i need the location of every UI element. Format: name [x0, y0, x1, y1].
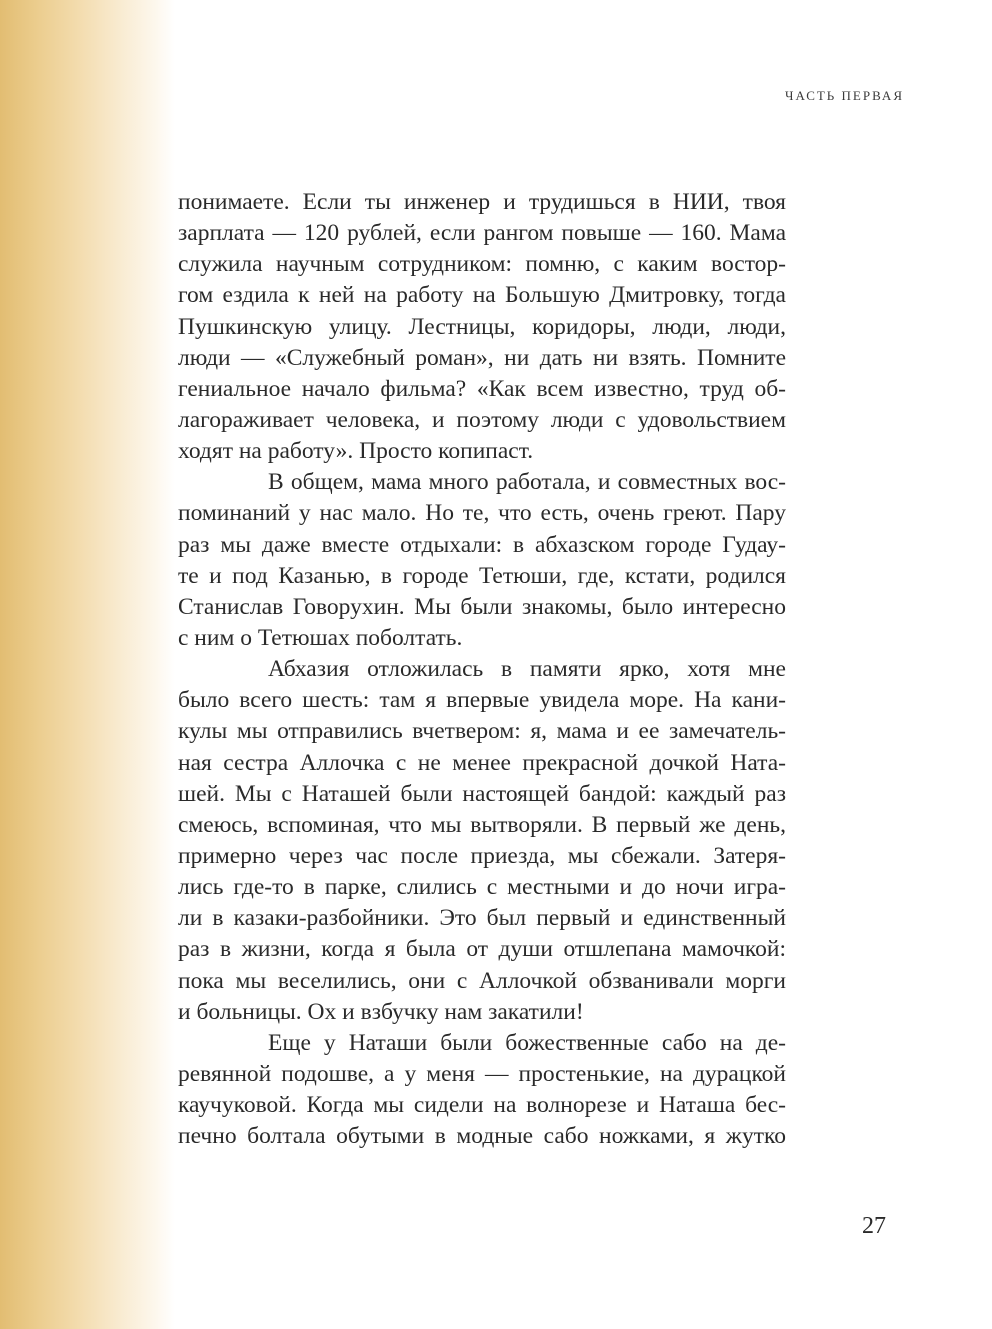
- text-line: печно болтала обутыми в модные сабо ножками, я жутко: [178, 1123, 786, 1150]
- text-line: ревянной подошве, а у меня — простенькие, на дурацкой: [178, 1060, 786, 1087]
- paragraph-start-line: Абхазия отложилась в памяти ярко, хотя мне: [268, 656, 786, 683]
- running-header: ЧАСТЬ ПЕРВАЯ: [785, 88, 904, 103]
- paragraph-start-line: Еще у Наташи были божественные сабо на де-: [268, 1029, 786, 1056]
- text-line: зарплата — 120 рублей, если рангом повыше — 160. Мама: [178, 220, 786, 247]
- text-line: ли в казаки-разбойники. Это был первый и единственный: [178, 905, 786, 932]
- page-edge-gradient: [0, 0, 175, 1329]
- text-line: пока мы веселились, они с Аллочкой обзванивали морги: [178, 967, 786, 994]
- text-line: и больницы. Ох и взбучку нам закатили!: [178, 998, 584, 1025]
- text-line: те и под Казанью, в городе Тетюши, где, кстати, родился: [178, 562, 786, 589]
- page-number: 27: [862, 1213, 886, 1239]
- text-line: с ним о Тетюшах поболтать.: [178, 624, 463, 651]
- text-line: примерно через час после приезда, мы сбежали. Затеря-: [178, 842, 786, 869]
- text-line: ходят на работу». Просто копипаст.: [178, 438, 534, 465]
- text-line: раз мы даже вместе отдыхали: в абхазском городе Гудау-: [178, 531, 786, 558]
- text-line: ная сестра Аллочка с не менее прекрасной дочкой Ната-: [178, 749, 786, 776]
- text-line: Пушкинскую улицу. Лестницы, коридоры, люди, люди,: [178, 313, 786, 340]
- text-line: смеюсь, вспоминая, что мы вытворяли. В первый же день,: [178, 811, 786, 838]
- text-body: [178, 187, 786, 1152]
- text-line: лагораживает человека, и поэтому люди с удовольствием: [178, 406, 786, 433]
- text-line: понимаете. Если ты инженер и трудишься в НИИ, твоя: [178, 189, 786, 215]
- text-line: гениальное начало фильма? «Как всем известно, труд об-: [178, 375, 786, 402]
- text-line: служила научным сотрудником: помню, с каким востор-: [178, 251, 786, 278]
- text-line: лись где-то в парке, слились с местными и до ночи игра-: [178, 874, 786, 901]
- text-line: шей. Мы с Наташей были настоящей бандой: каждый раз: [178, 780, 786, 807]
- text-line: раз в жизни, когда я была от души отшлепана мамочкой:: [178, 936, 786, 963]
- text-line: кулы мы отправились вчетвером: я, мама и ее замечатель-: [178, 718, 786, 745]
- paragraph-start-line: В общем, мама много работала, и совместных вос-: [268, 469, 786, 496]
- text-line: Станислав Говорухин. Мы были знакомы, было интересно: [178, 593, 786, 620]
- text-line: каучуковой. Когда мы сидели на волнорезе и Наташа бес-: [178, 1092, 786, 1119]
- text-line: люди — «Служебный роман», ни дать ни взять. Помните: [178, 344, 786, 371]
- text-line: поминаний у нас мало. Но те, что есть, очень греют. Пару: [178, 500, 786, 527]
- text-line: было всего шесть: там я впервые увидела море. На кани-: [178, 687, 786, 714]
- text-line: гом ездила к ней на работу на Большую Дмитровку, тогда: [178, 282, 786, 309]
